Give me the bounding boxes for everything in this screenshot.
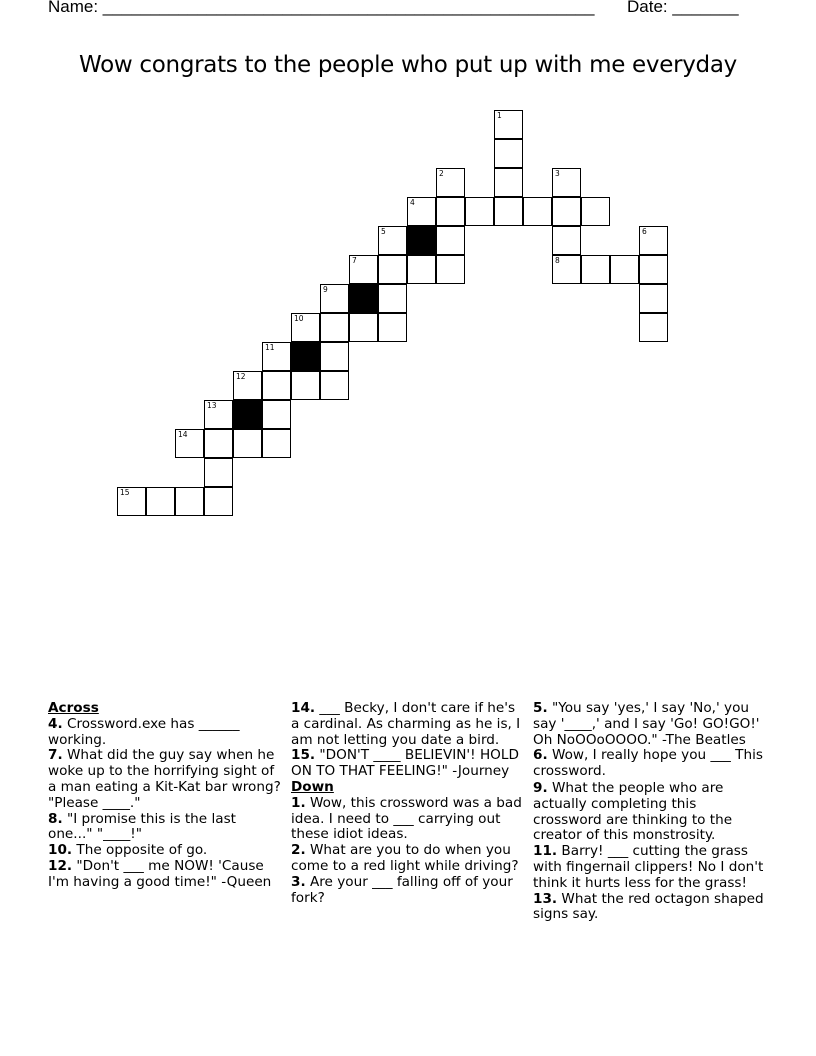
- grid-cell[interactable]: [204, 487, 233, 516]
- clue-down-3: 3. Are your ___ falling off of your fork?: [291, 873, 513, 906]
- clue-number: 8: [555, 256, 560, 265]
- grid-cell[interactable]: [320, 371, 349, 400]
- grid-cell[interactable]: [639, 255, 668, 284]
- clue-down-5: 5. "You say 'yes,' I say 'No,' you say '____,' and I say 'Go! GO!GO!' Oh NoOOoOOOO." -The Beatles: [533, 700, 760, 748]
- grid-cell[interactable]: [262, 371, 291, 400]
- grid-cell[interactable]: [436, 197, 465, 226]
- grid-cell[interactable]: [204, 458, 233, 487]
- clue-number: 11: [265, 343, 275, 352]
- grid-cell[interactable]: [175, 487, 204, 516]
- grid-cell[interactable]: [262, 400, 291, 429]
- down-heading: Down: [291, 778, 334, 795]
- grid-cell-10[interactable]: [291, 313, 320, 342]
- clue-across-14: 14. ___ Becky, I don't care if he's a cardinal. As charming as he is, I am not letting you date a bird.: [291, 700, 521, 748]
- grid-cell-6[interactable]: [639, 226, 668, 255]
- grid-cell[interactable]: [407, 255, 436, 284]
- clue-down-6: 6. Wow, I really hope you ___ This crossword.: [533, 747, 763, 780]
- grid-cell[interactable]: [552, 197, 581, 226]
- grid-cell[interactable]: [204, 429, 233, 458]
- grid-cell-blocked: [233, 400, 262, 429]
- grid-cell[interactable]: [494, 139, 523, 168]
- grid-cell[interactable]: [436, 226, 465, 255]
- clue-across-10: 10. The opposite of go.: [48, 842, 208, 859]
- clue-column-3: [533, 701, 769, 923]
- grid-cell[interactable]: [146, 487, 175, 516]
- clue-down-13: 13. What the red octagon shaped signs say.: [533, 890, 764, 923]
- grid-cell[interactable]: [436, 255, 465, 284]
- grid-cell[interactable]: [639, 284, 668, 313]
- clue-number: 5: [381, 227, 386, 236]
- grid-cell[interactable]: [378, 255, 407, 284]
- clue-number: 10: [294, 314, 304, 323]
- clue-number: 2: [439, 169, 444, 178]
- grid-cell[interactable]: [639, 313, 668, 342]
- grid-cell-14[interactable]: [175, 429, 204, 458]
- clue-down-11: 11. Barry! ___ cutting the grass with fingernail clippers! No I don't think it hurts less for the grass!: [533, 843, 764, 891]
- grid-cell[interactable]: [378, 284, 407, 313]
- clue-across-7: 7. What did the guy say when he woke up to the horrifying sight of a man eating a Kit-Kat bar wrong? "Please ____.": [48, 747, 281, 811]
- clue-across-15: 15. "DON'T ____ BELIEVIN'! HOLD ON TO THAT FEELING!" -Journey: [291, 747, 519, 780]
- clue-number: 1: [497, 111, 502, 120]
- date-field[interactable]: Date: _______: [627, 0, 739, 16]
- grid-cell-blocked: [291, 342, 320, 371]
- grid-cell[interactable]: [262, 429, 291, 458]
- clue-number: 7: [352, 256, 357, 265]
- grid-cell-9[interactable]: [320, 284, 349, 313]
- grid-cell[interactable]: [552, 226, 581, 255]
- grid-cell-2[interactable]: [436, 168, 465, 197]
- clue-down-2: 2. What are you to do when you come to a red light while driving?: [291, 842, 519, 874]
- grid-cell-blocked: [407, 226, 436, 255]
- grid-cell[interactable]: [349, 313, 378, 342]
- name-field[interactable]: Name: ____________________________________________________: [48, 0, 595, 16]
- clue-number: 9: [323, 285, 328, 294]
- clue-across-8: 8. "I promise this is the last one..." "____!": [48, 810, 237, 843]
- grid-cell[interactable]: [523, 197, 552, 226]
- clue-across-4: 4. Crossword.exe has ______ working.: [48, 715, 240, 748]
- grid-cell-11[interactable]: [262, 342, 291, 371]
- grid-cell-5[interactable]: [378, 226, 407, 255]
- grid-cell[interactable]: [610, 255, 639, 284]
- clue-number: 4: [410, 198, 415, 207]
- grid-cell[interactable]: [581, 197, 610, 226]
- grid-cell-12[interactable]: [233, 371, 262, 400]
- clue-down-9: 9. What the people who are actually completing this crossword are thinking to the creator of this monstrosity.: [533, 779, 733, 844]
- grid-cell-15[interactable]: [117, 487, 146, 516]
- grid-cell-blocked: [349, 284, 378, 313]
- grid-cell[interactable]: [378, 313, 407, 342]
- clue-number: 13: [207, 401, 217, 410]
- puzzle-title: Wow congrats to the people who put up with me everyday: [79, 52, 737, 78]
- clue-number: 14: [178, 430, 188, 439]
- grid-cell[interactable]: [465, 197, 494, 226]
- grid-cell[interactable]: [233, 429, 262, 458]
- grid-cell[interactable]: [494, 168, 523, 197]
- clue-column-2: [291, 701, 527, 906]
- grid-cell-3[interactable]: [552, 168, 581, 197]
- across-heading: Across: [48, 700, 99, 716]
- grid-cell[interactable]: [581, 255, 610, 284]
- grid-cell-1[interactable]: [494, 110, 523, 139]
- grid-cell-7[interactable]: [349, 255, 378, 284]
- clue-number: 15: [120, 488, 130, 497]
- grid-cell[interactable]: [320, 342, 349, 371]
- clue-down-1: 1. Wow, this crossword was a bad idea. I need to ___ carrying out these idiot ideas.: [291, 794, 522, 843]
- clue-number: 3: [555, 169, 560, 178]
- clue-number: 12: [236, 372, 246, 381]
- grid-cell[interactable]: [291, 371, 320, 400]
- grid-cell-8[interactable]: [552, 255, 581, 284]
- grid-cell[interactable]: [494, 197, 523, 226]
- clue-column-1: [48, 701, 284, 891]
- clue-across-12: 12. "Don't ___ me NOW! 'Cause I'm having a good time!" -Queen: [48, 857, 272, 890]
- grid-cell-4[interactable]: [407, 197, 436, 226]
- grid-cell-13[interactable]: [204, 400, 233, 429]
- clue-number: 6: [642, 227, 647, 236]
- grid-cell[interactable]: [320, 313, 349, 342]
